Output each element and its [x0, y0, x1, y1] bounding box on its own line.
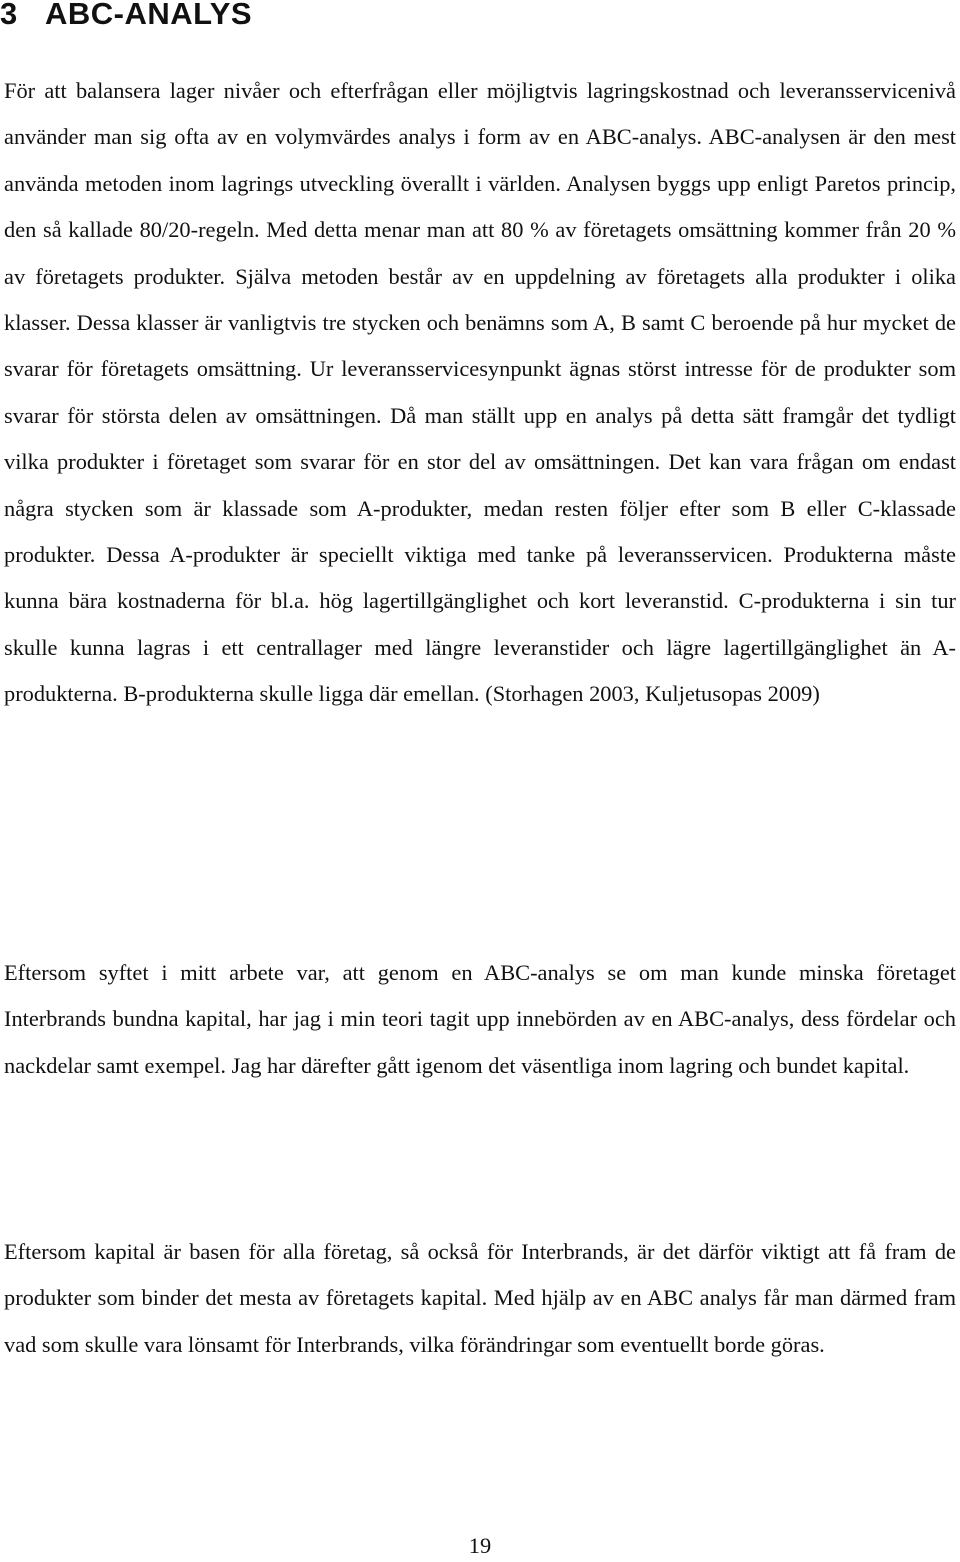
- page-number: 19: [468, 1533, 492, 1558]
- body-paragraph-2: Eftersom syftet i mitt arbete var, att genom en ABC-analys se om man kunde minska företaget Interbrands bundna kapital, har jag i min teori tagit upp innebörden av en ABC-analys, dess fördelar och nackdelar samt exempel. Jag har därefter gått igenom det väsentliga inom lagring och bundet kapital.: [4, 960, 956, 1078]
- body-paragraph-1: För att balansera lager nivåer och efterfrågan eller möjligtvis lagringskostnad och leveransservicenivå använder man sig ofta av en volymvärdes analys i form av en ABC-analys. ABC-analysen är den mest använda metoden inom lagrings utveckling överallt i världen. Analysen byggs upp enligt Paretos princip, den så kallade 80/20-regeln. Med detta menar man att 80 % av företagets omsättning kommer från 20 % av företagets produkter. Själva metoden består av en uppdelning av företagets alla produkter i olika klasser. Dessa klasser är vanligtvis tre stycken och benämns som A, B samt C beroende på hur mycket de svarar för företagets omsättning. Ur leveransservicesynpunkt ägnas störst intresse för de produkter som svarar för största delen av omsättningen. Då man ställt upp en analys på detta sätt framgår det tydligt vilka produkter i företaget som svarar för en stor del av omsättningen. Det kan vara frågan om endast några stycken som är klassade som A-produkter, medan resten följer efter som B eller C-klassade produkter. Dessa A-produkter är speciellt viktiga med tanke på leveransservicen. Produkterna måste kunna bära kostnaderna för bl.a. hög lagertillgänglighet och kort leveranstid. C-produkterna i sin tur skulle kunna lagras i ett centrallager med längre leveranstider och lägre lagertillgänglighet än A-produkterna. B-produkterna skulle ligga där emellan. (Storhagen 2003, Kuljetusopas 2009): [4, 78, 956, 707]
- body-paragraph-3: Eftersom kapital är basen för alla företag, så också för Interbrands, är det därför viktigt att få fram de produkter som binder det mesta av företagets kapital. Med hjälp av en ABC analys får man därmed fram vad som skulle vara lönsamt för Interbrands, vilka förändringar som eventuellt borde göras.: [4, 1239, 956, 1357]
- section-number: 3: [0, 0, 18, 31]
- section-heading: [0, 0, 252, 34]
- section-title: ABC-ANALYS: [45, 0, 253, 31]
